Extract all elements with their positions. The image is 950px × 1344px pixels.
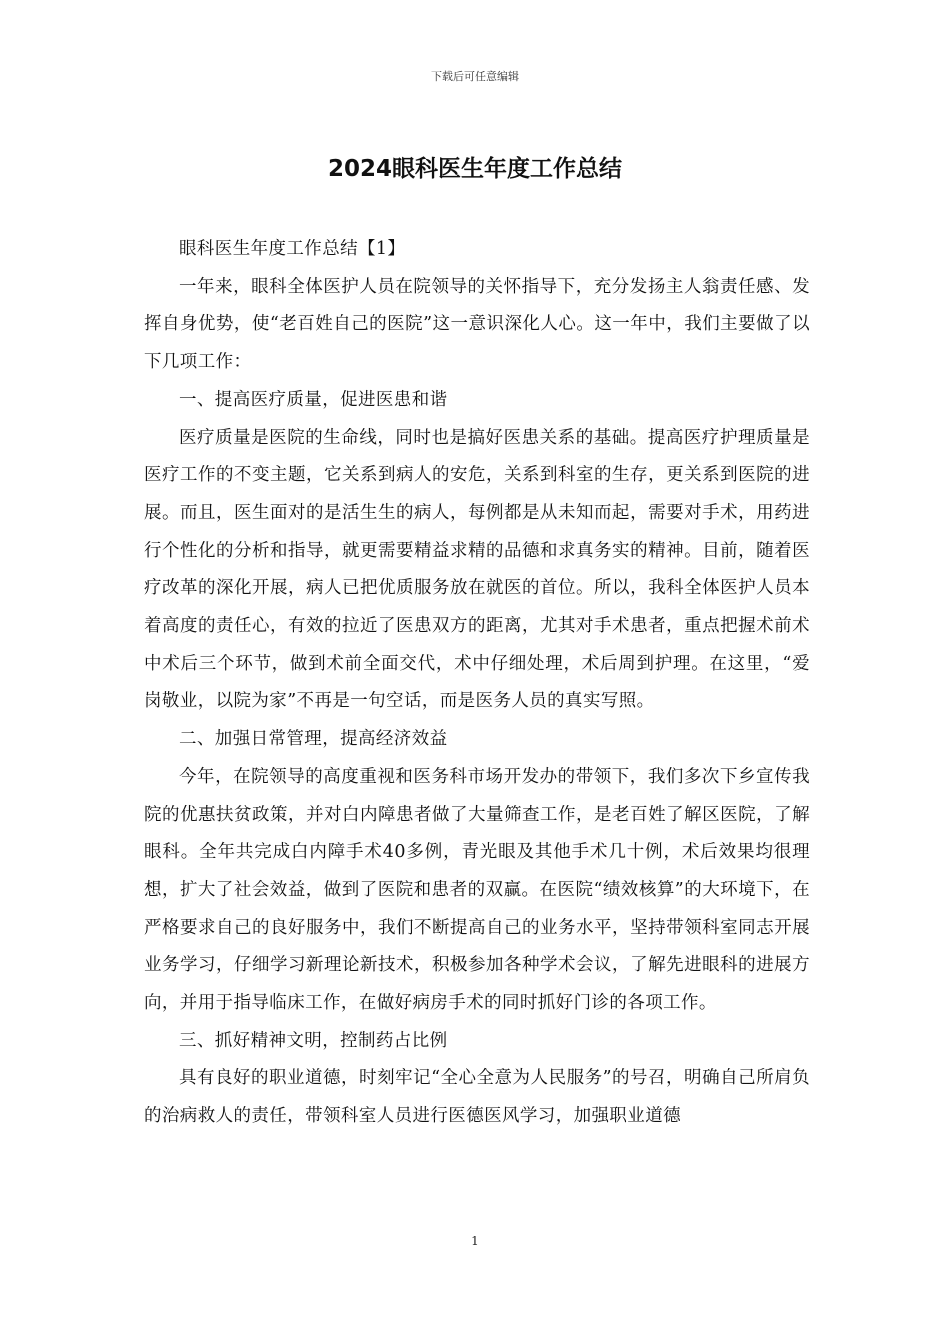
section-heading-1: 眼科医生年度工作总结【1】 — [179, 239, 406, 259]
subheading-quality: 一、提高医疗质量，促进医患和谐 — [179, 389, 448, 410]
page-number: 1 — [471, 1234, 479, 1248]
paragraph-intro: 一年来，眼科全体医护人员在院领导的关怀指导下，充分发扬主人翁责任感、发挥自身优势，使“老百姓自己的医院”这一意识深化人心。这一年中，我们主要做了以下几项工作： — [144, 276, 810, 373]
subheading-ethics: 三、抓好精神文明，控制药占比例 — [179, 1030, 448, 1051]
page-header-note: 下载后可任意编辑 — [431, 70, 519, 83]
document-title: 2024眼科医生年度工作总结 — [327, 156, 622, 182]
paragraph-ethics: 具有良好的职业道德，时刻牢记“全心全意为人民服务”的号召，明确自己所肩负的治病救人的责任，带领科室人员进行医德医风学习，加强职业道德 — [144, 1068, 810, 1127]
document-body — [144, 231, 810, 1136]
subheading-management: 二、加强日常管理，提高经济效益 — [179, 729, 448, 750]
paragraph-management: 今年，在院领导的高度重视和医务科市场开发办的带领下，我们多次下乡宣传我院的优惠扶贫政策，并对白内障患者做了大量筛查工作，是老百姓了解区医院，了解眼科。全年共完成白内障手术40多例，青光眼及其他手术几十例，术后效果均很理想，扩大了社会效益，做到了医院和患者的双赢。在医院“绩效核算”的大环境下，在严格要求自己的良好服务中，我们不断提高自己的业务水平，坚持带领科室同志开展业务学习，仔细学习新理论新技术，积极参加各种学术会议，了解先进眼科的进展方向，并用于指导临床工作，在做好病房手术的同时抓好门诊的各项工作。 — [144, 766, 810, 1014]
paragraph-quality: 医疗质量是医院的生命线，同时也是搞好医患关系的基础。提高医疗护理质量是医疗工作的不变主题，它关系到病人的安危，关系到科室的生存，更关系到医院的进展。而且，医生面对的是活生生的病人，每例都是从未知而起，需要对手术，用药进行个性化的分析和指导，就更需要精益求精的品德和求真务实的精神。目前，随着医疗改革的深化开展，病人已把优质服务放在就医的首位。所以，我科全体医护人员本着高度的责任心，有效的拉近了医患双方的距离，尤其对手术患者，重点把握术前术中术后三个环节，做到术前全面交代，术中仔细处理，术后周到护理。在这里，“爱岗敬业，以院为家”不再是一句空话，而是医务人员的真实写照。 — [144, 427, 810, 712]
